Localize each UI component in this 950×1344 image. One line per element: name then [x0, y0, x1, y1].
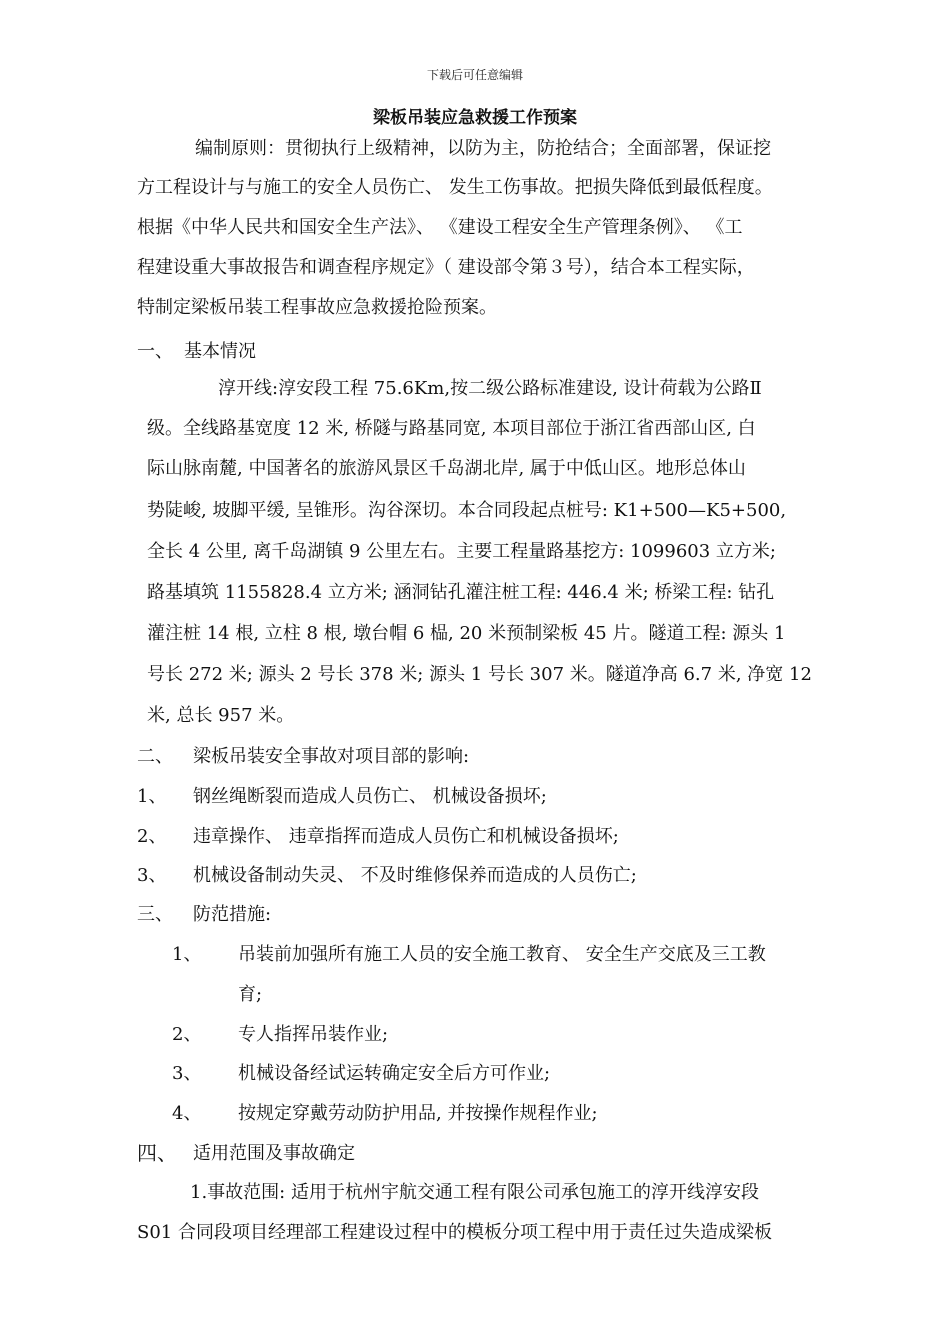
- list-number: 4、: [172, 1103, 202, 1124]
- body-line: 淳开线:淳安段工程 75.6Km,按二级公路标准建设, 设计荷载为公路Ⅱ: [218, 378, 762, 399]
- list-item: 钢丝绳断裂而造成人员伤亡、 机械设备损坏;: [193, 786, 547, 807]
- list-number: 1、: [137, 786, 167, 807]
- list-number: 3、: [137, 865, 167, 886]
- intro-line: 方工程设计与与施工的安全人员伤亡、 发生工伤事故。把损失降低到最低程度。: [137, 177, 773, 198]
- body-line: S01 合同段项目经理部工程建设过程中的模板分项工程中用于责任过失造成梁板: [137, 1222, 772, 1243]
- body-line: 灌注桩 14 根, 立柱 8 根, 墩台帽 6 榀, 20 米预制梁板 45 片。隧道工程: 源头 1: [147, 623, 786, 644]
- body-line: 号长 272 米; 源头 2 号长 378 米; 源头 1 号长 307 米。隧道净高 6.7 米, 净宽 12: [147, 664, 812, 685]
- intro-line: 程建设重大事故报告和调查程序规定》（ 建设部令第３号），结合本工程实际，: [137, 257, 755, 278]
- document-title: 梁板吊装应急救援工作预案: [373, 108, 577, 128]
- list-number: 2、: [137, 826, 167, 847]
- section-number: 三、: [137, 904, 173, 925]
- list-item: 机械设备制动失灵、 不及时维修保养而造成的人员伤亡;: [193, 865, 637, 886]
- list-item: 机械设备经试运转确定安全后方可作业;: [238, 1063, 551, 1084]
- body-line: 全长 4 公里, 离千岛湖镇 9 公里左右。主要工程量路基挖方: 1099603 立方米;: [147, 541, 776, 562]
- list-item: 违章操作、 违章指挥而造成人员伤亡和机械设备损坏;: [193, 826, 619, 847]
- list-item: 按规定穿戴劳动防护用品, 并按操作规程作业;: [238, 1103, 598, 1124]
- header-note: 下载后可任意编辑: [426, 68, 523, 82]
- section-heading: 梁板吊装安全事故对项目部的影响:: [193, 746, 470, 767]
- list-number: 1、: [172, 944, 202, 965]
- intro-line: 特制定梁板吊装工程事故应急救援抢险预案。: [137, 297, 497, 318]
- body-line: 势陡峻, 坡脚平缓, 呈锥形。沟谷深切。本合同段起点桩号: K1+500—K5+500,: [147, 500, 787, 521]
- section-heading: 防范措施:: [193, 904, 272, 925]
- section-heading: 适用范围及事故确定: [193, 1143, 355, 1164]
- list-number: 3、: [172, 1063, 202, 1084]
- intro-line: 编制原则：贯彻执行上级精神，以防为主，防抢结合；全面部署，保证挖: [195, 138, 771, 159]
- section-number: 四、: [137, 1141, 177, 1165]
- list-item-continuation: 育;: [238, 984, 263, 1005]
- body-line: 路基填筑 1155828.4 立方米; 涵洞钻孔灌注桩工程: 446.4 米; 桥梁工程: 钻孔: [147, 582, 775, 603]
- section-number: 二、: [137, 746, 173, 767]
- body-line: 际山脉南麓, 中国著名的旅游风景区千岛湖北岸, 属于中低山区。地形总体山: [147, 458, 746, 479]
- list-item: 专人指挥吊装作业;: [238, 1024, 389, 1045]
- body-line: 米, 总长 957 米。: [147, 705, 295, 726]
- body-line: 1.事故范围: 适用于杭州宇航交通工程有限公司承包施工的淳开线淳安段: [190, 1182, 759, 1203]
- section-heading: 基本情况: [184, 341, 256, 362]
- intro-line: 根据《中华人民共和国安全生产法》、 《建设工程安全生产管理条例》、 《工: [137, 217, 743, 238]
- list-number: 2、: [172, 1024, 202, 1045]
- list-item: 吊装前加强所有施工人员的安全施工教育、 安全生产交底及三工教: [238, 944, 766, 965]
- body-line: 级。全线路基宽度 12 米, 桥隧与路基同宽, 本项目部位于浙江省西部山区, 白: [147, 418, 756, 439]
- section-number: 一、: [137, 341, 173, 362]
